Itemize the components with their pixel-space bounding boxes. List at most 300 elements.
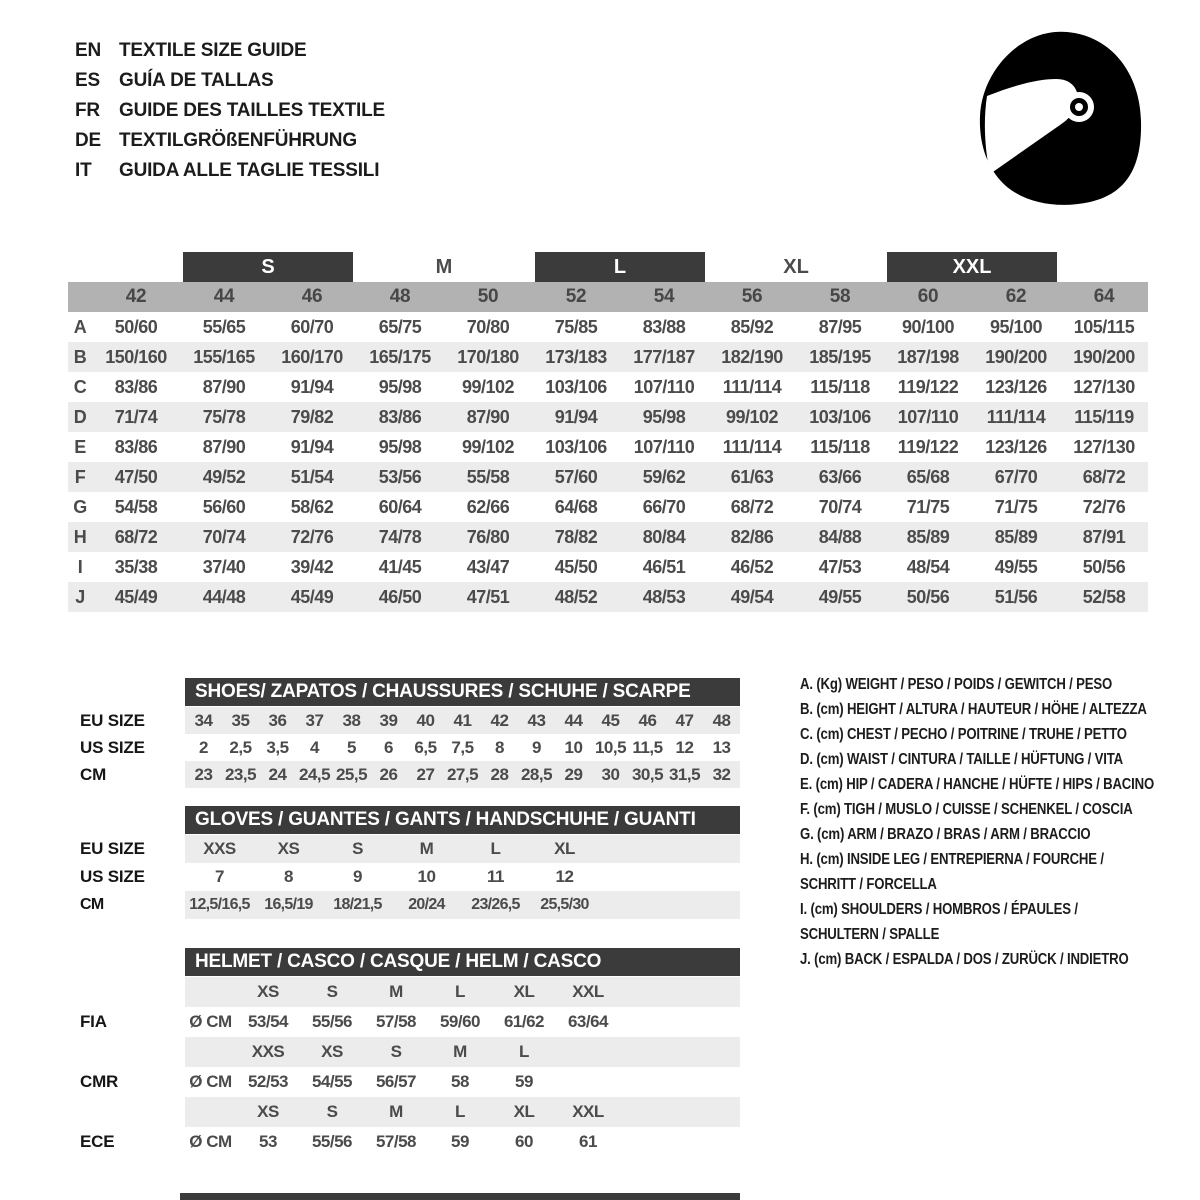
helmet-value: 55/56 — [311, 1132, 353, 1151]
shoe-us-size: 10,5 — [594, 737, 627, 757]
language-code: FR — [75, 100, 100, 121]
cmr-sizes-row — [68, 1037, 740, 1067]
legend-item-f: F. (cm) TIGH / MUSLO / CUISSE / SCHENKEL / COSCIA — [800, 801, 1133, 818]
shoe-eu-size: 39 — [370, 707, 407, 734]
helmet-size: L — [492, 1037, 556, 1067]
shoe-cm-size: 32 — [703, 761, 740, 788]
language-title: GUIDA ALLE TAGLIE TESSILI — [119, 160, 380, 181]
size-value: 99/102 — [708, 402, 796, 432]
size-value: 87/90 — [202, 376, 246, 397]
helmet-value: 61/62 — [503, 1012, 545, 1031]
spacer-cell — [620, 1127, 740, 1157]
language-line-it — [75, 156, 385, 186]
helmet-value: 61 — [579, 1132, 597, 1151]
ece-sizes-row — [68, 1097, 740, 1127]
ece-label: ECE — [80, 1132, 115, 1151]
size-value: 83/88 — [642, 316, 686, 337]
size-value: 48/54 — [906, 556, 950, 577]
size-value: 105/115 — [1073, 316, 1135, 337]
measure-row-c — [68, 372, 1148, 402]
size-value: 182/190 — [708, 342, 796, 372]
size-value: 68/72 — [92, 522, 180, 552]
glove-eu-size: XL — [530, 835, 599, 863]
helmet-size: XL — [492, 977, 556, 1007]
size-value: 49/52 — [180, 462, 268, 492]
helmet-size: M — [364, 977, 428, 1007]
helmet-size: XS — [236, 977, 300, 1007]
measure-row-j — [68, 582, 1148, 612]
spacer-cell — [68, 678, 185, 707]
size-value: 51/54 — [268, 462, 356, 492]
size-value: 99/102 — [461, 436, 515, 457]
size-value: 57/60 — [532, 462, 620, 492]
gloves-header-row — [68, 806, 740, 835]
size-value: 82/86 — [708, 522, 796, 552]
size-value: 111/114 — [972, 402, 1060, 432]
size-value: 46/52 — [730, 556, 774, 577]
row-key: G — [73, 496, 87, 517]
size-value: 87/90 — [444, 402, 532, 432]
diameter-label: Ø CM — [189, 1072, 232, 1091]
size-value: 37/40 — [202, 556, 246, 577]
shoe-cm-size: 25,5 — [333, 761, 370, 788]
size-value: 177/187 — [620, 342, 708, 372]
size-value: 59/62 — [620, 462, 708, 492]
size-value: 45/49 — [268, 582, 356, 612]
size-value: 62/66 — [466, 496, 510, 517]
letter-size-cell — [180, 252, 356, 282]
size-value: 44/48 — [180, 582, 268, 612]
language-title: GUIDE DES TAILLES TEXTILE — [119, 100, 385, 121]
eu-size-label: EU SIZE — [80, 710, 145, 730]
helmet-size: L — [428, 977, 492, 1007]
shoe-eu-size: 43 — [518, 707, 555, 734]
spacer-cell — [68, 252, 180, 282]
size-value: 107/110 — [633, 376, 695, 397]
size-value: 111/114 — [722, 436, 782, 457]
spacer-cell — [599, 863, 740, 891]
legend-item-i: I. (cm) SHOULDERS / HOMBROS / ÉPAULES / — [800, 901, 1078, 918]
size-value: 67/70 — [972, 462, 1060, 492]
size-value: 74/78 — [356, 522, 444, 552]
letter-size-cell — [708, 252, 884, 282]
size-value: 91/94 — [290, 436, 334, 457]
helmet-size: XL — [492, 1097, 556, 1127]
language-code: DE — [75, 130, 101, 151]
measure-row-e — [68, 432, 1148, 462]
next-section-header-bar — [180, 1193, 740, 1200]
glove-us-size: 12 — [555, 867, 574, 886]
size-value: 54/58 — [114, 496, 158, 517]
shoe-eu-size: 34 — [185, 707, 222, 734]
size-value: 80/84 — [620, 522, 708, 552]
helmet-size: XXL — [556, 977, 620, 1007]
spacer-cell — [68, 948, 185, 977]
glove-cm-size: 18/21,5 — [323, 891, 392, 919]
size-value: 45/49 — [92, 582, 180, 612]
shoe-cm-size: 31,5 — [666, 761, 703, 788]
size-value: 173/183 — [532, 342, 620, 372]
size-value: 190/200 — [1060, 342, 1148, 372]
size-value: 48/53 — [620, 582, 708, 612]
legend-item-e: E. (cm) HIP / CADERA / HANCHE / HÜFTE / HIPS / BACINO — [800, 776, 1155, 793]
size-value: 49/54 — [708, 582, 796, 612]
shoe-cm-size: 24,5 — [296, 761, 333, 788]
size-value: 48/52 — [532, 582, 620, 612]
numeric-size: 54 — [620, 282, 708, 312]
size-value: 58/62 — [290, 496, 334, 517]
size-value: 95/98 — [378, 436, 422, 457]
language-code: ES — [75, 70, 100, 91]
size-value: 85/92 — [730, 316, 774, 337]
size-value: 115/118 — [810, 436, 870, 457]
helmet-value: 56/57 — [375, 1072, 417, 1091]
size-label-xxl: XXL — [887, 252, 1057, 282]
numeric-size: 50 — [444, 282, 532, 312]
numeric-size: 56 — [708, 282, 796, 312]
legend-item-d: D. (cm) WAIST / CINTURA / TAILLE / HÜFTUNG / VITA — [800, 751, 1123, 768]
measure-row-i — [68, 552, 1148, 582]
helmet-value: 57/58 — [375, 1012, 417, 1031]
helmet-section-title: HELMET / CASCO / CASQUE / HELM / CASCO — [185, 948, 740, 976]
measure-row-f — [68, 462, 1148, 492]
size-value: 72/76 — [268, 522, 356, 552]
gloves-section-title: GLOVES / GUANTES / GANTS / HANDSCHUHE / GUANTI — [185, 806, 740, 834]
row-key: F — [68, 462, 92, 492]
helmet-size: XS — [236, 1097, 300, 1127]
shoe-eu-size: 41 — [444, 707, 481, 734]
shoes-header-row — [68, 678, 740, 707]
glove-eu-size: XXS — [185, 835, 254, 863]
size-value: 119/122 — [897, 436, 959, 457]
gloves-us-row — [68, 863, 740, 891]
size-value: 70/74 — [180, 522, 268, 552]
size-value: 185/195 — [796, 342, 884, 372]
fia-values-row — [68, 1007, 740, 1037]
legend-item-a: A. (Kg) WEIGHT / PESO / POIDS / GEWITCH / PESO — [800, 676, 1113, 693]
size-value: 55/65 — [202, 316, 246, 337]
shoe-us-size: 11,5 — [632, 737, 663, 757]
shoe-eu-size: 37 — [296, 707, 333, 734]
legend-item-j: J. (cm) BACK / ESPALDA / DOS / ZURÜCK / INDIETRO — [800, 951, 1129, 968]
us-size-label: US SIZE — [80, 737, 145, 757]
shoes-eu-row — [68, 707, 740, 734]
size-value: 187/198 — [884, 342, 972, 372]
size-value: 46/50 — [356, 582, 444, 612]
shoe-us-size: 5 — [347, 737, 356, 757]
size-value: 35/38 — [114, 556, 158, 577]
shoe-eu-size: 45 — [592, 707, 629, 734]
spacer-cell — [620, 977, 740, 1007]
size-value: 83/86 — [114, 436, 158, 457]
numeric-size: 42 — [92, 282, 180, 312]
shoe-eu-size: 47 — [666, 707, 703, 734]
helmet-size: M — [364, 1097, 428, 1127]
size-value: 41/45 — [378, 556, 422, 577]
shoe-us-size: 9 — [532, 737, 541, 757]
shoe-eu-size: 38 — [333, 707, 370, 734]
glove-us-size: 7 — [215, 867, 224, 886]
language-code: EN — [75, 40, 101, 61]
cm-label: CM — [80, 896, 104, 913]
size-value: 87/90 — [202, 436, 246, 457]
legend-item-h: H. (cm) INSIDE LEG / ENTREPIERNA / FOURCHE / — [800, 851, 1104, 868]
textile-size-table — [68, 252, 1148, 612]
legend-item-i-cont: SCHULTERN / SPALLE — [800, 926, 940, 943]
gloves-size-table — [68, 806, 740, 919]
spacer-cell — [599, 891, 740, 919]
measure-row-d — [68, 402, 1148, 432]
size-value: 51/56 — [972, 582, 1060, 612]
shoe-us-size: 10 — [564, 737, 583, 757]
shoe-eu-size: 40 — [407, 707, 444, 734]
language-title-block — [75, 36, 385, 186]
letter-size-cell — [532, 252, 708, 282]
legend-item-h-cont: SCHRITT / FORCELLA — [800, 876, 937, 893]
shoe-eu-size: 48 — [703, 707, 740, 734]
size-value: 87/95 — [818, 316, 862, 337]
row-key: C — [73, 376, 87, 397]
size-value: 79/82 — [268, 402, 356, 432]
size-value: 103/106 — [545, 376, 607, 397]
language-line-es — [75, 66, 385, 96]
size-value: 68/72 — [730, 496, 774, 517]
shoe-cm-size: 24 — [259, 761, 296, 788]
size-value: 91/94 — [532, 402, 620, 432]
letter-size-cell — [356, 252, 532, 282]
shoes-size-table — [68, 678, 740, 788]
shoe-us-size: 13 — [712, 737, 731, 757]
shoe-eu-size: 35 — [222, 707, 259, 734]
size-value: 75/78 — [180, 402, 268, 432]
size-value: 49/55 — [796, 582, 884, 612]
shoe-us-size: 12 — [675, 737, 694, 757]
size-value: 150/160 — [92, 342, 180, 372]
size-value: 52/58 — [1060, 582, 1148, 612]
size-value: 70/74 — [818, 496, 862, 517]
row-key: J — [68, 582, 92, 612]
cmr-values-row — [68, 1067, 740, 1097]
size-value: 60/64 — [378, 496, 422, 517]
size-value: 71/75 — [906, 496, 950, 517]
helmet-value: 57/58 — [375, 1132, 417, 1151]
size-value: 50/56 — [884, 582, 972, 612]
gloves-cm-row — [68, 891, 740, 919]
size-value: 65/75 — [378, 316, 422, 337]
helmet-value: 60 — [515, 1132, 533, 1151]
shoe-cm-size: 28,5 — [518, 761, 555, 788]
shoe-cm-size: 30 — [592, 761, 629, 788]
size-value: 95/98 — [378, 376, 422, 397]
size-value: 99/102 — [461, 376, 515, 397]
size-value: 91/94 — [290, 376, 334, 397]
shoe-eu-size: 42 — [481, 707, 518, 734]
glove-eu-size: L — [461, 835, 530, 863]
language-code: IT — [75, 160, 92, 181]
size-value: 55/58 — [444, 462, 532, 492]
size-value: 47/50 — [92, 462, 180, 492]
helmet-value: 59/60 — [439, 1012, 481, 1031]
size-value: 70/80 — [466, 316, 510, 337]
us-size-label: US SIZE — [80, 867, 145, 886]
glove-us-size: 10 — [417, 867, 436, 886]
helmet-size-table — [68, 948, 740, 1157]
size-value: 71/74 — [92, 402, 180, 432]
shoe-cm-size: 26 — [370, 761, 407, 788]
size-value: 85/89 — [884, 522, 972, 552]
language-line-de — [75, 126, 385, 156]
size-value: 50/60 — [114, 316, 158, 337]
language-title: TEXTILE SIZE GUIDE — [119, 40, 307, 61]
shoe-eu-size: 36 — [259, 707, 296, 734]
size-value: 95/100 — [989, 316, 1043, 337]
size-label-l: L — [535, 252, 705, 282]
helmet-header-row — [68, 948, 740, 977]
size-value: 65/68 — [884, 462, 972, 492]
size-value: 115/118 — [810, 376, 870, 397]
helmet-size: XXL — [556, 1097, 620, 1127]
size-value: 165/175 — [356, 342, 444, 372]
size-value: 111/114 — [722, 376, 782, 397]
size-value: 119/122 — [897, 376, 959, 397]
glove-us-size: 8 — [284, 867, 293, 886]
shoe-eu-size: 44 — [555, 707, 592, 734]
numeric-size: 48 — [356, 282, 444, 312]
size-value: 71/75 — [994, 496, 1038, 517]
size-value: 56/60 — [202, 496, 246, 517]
size-value: 43/47 — [466, 556, 510, 577]
size-value: 160/170 — [268, 342, 356, 372]
shoe-eu-size: 46 — [629, 707, 666, 734]
size-value: 103/106 — [545, 436, 607, 457]
size-value: 76/80 — [444, 522, 532, 552]
diameter-label: Ø CM — [189, 1132, 232, 1151]
helmet-value: 53/54 — [247, 1012, 289, 1031]
size-value: 107/110 — [884, 402, 972, 432]
spacer-cell — [620, 1097, 740, 1127]
legend-item-b: B. (cm) HEIGHT / ALTURA / HAUTEUR / HÖHE / ALTEZZA — [800, 701, 1147, 718]
spacer-cell — [599, 835, 740, 863]
measure-row-a — [68, 312, 1148, 342]
size-value: 115/119 — [1060, 402, 1148, 432]
cm-label: CM — [80, 764, 107, 784]
size-value: 63/66 — [796, 462, 884, 492]
shoe-us-size: 7,5 — [451, 737, 474, 757]
size-value: 103/106 — [796, 402, 884, 432]
glove-cm-size: 12,5/16,5 — [185, 891, 254, 919]
ece-values-row — [68, 1127, 740, 1157]
size-value: 87/91 — [1060, 522, 1148, 552]
numeric-size: 52 — [532, 282, 620, 312]
shoe-us-size: 2,5 — [229, 737, 252, 757]
spacer-cell — [1060, 252, 1148, 282]
size-value: 45/50 — [554, 556, 598, 577]
helmet-size: S — [364, 1037, 428, 1067]
letter-sizes-row — [68, 252, 1148, 282]
helmet-value: 53 — [259, 1132, 277, 1151]
spacer-cell — [620, 1007, 740, 1037]
helmet-size: M — [428, 1037, 492, 1067]
shoe-cm-size: 28 — [481, 761, 518, 788]
size-value: 47/53 — [818, 556, 862, 577]
shoes-us-row — [68, 734, 740, 761]
language-line-en — [75, 36, 385, 66]
size-value: 107/110 — [633, 436, 695, 457]
helmet-value: 54/55 — [311, 1072, 353, 1091]
size-value: 85/89 — [972, 522, 1060, 552]
shoe-us-size: 6 — [384, 737, 393, 757]
shoe-cm-size: 27,5 — [444, 761, 481, 788]
size-value: 123/126 — [985, 376, 1047, 397]
glove-eu-size: S — [323, 835, 392, 863]
measure-row-h — [68, 522, 1148, 552]
numeric-size: 44 — [180, 282, 268, 312]
helmet-size: S — [300, 1097, 364, 1127]
glove-us-size: 11 — [487, 867, 504, 886]
shoes-cm-row — [68, 761, 740, 788]
shoe-cm-size: 30,5 — [629, 761, 666, 788]
helmet-size: XXS — [236, 1037, 300, 1067]
measurement-legend — [800, 672, 1154, 972]
fia-sizes-row — [68, 977, 740, 1007]
shoe-cm-size: 27 — [407, 761, 444, 788]
shoe-us-size: 4 — [310, 737, 319, 757]
helmet-value: 63/64 — [567, 1012, 609, 1031]
numeric-sizes-row — [68, 282, 1148, 312]
helmet-value: 52/53 — [247, 1072, 289, 1091]
spacer-cell — [68, 282, 92, 312]
legend-item-c: C. (cm) CHEST / PECHO / POITRINE / TRUHE / PETTO — [800, 726, 1127, 743]
size-value: 127/130 — [1073, 376, 1135, 397]
size-value: 75/85 — [554, 316, 598, 337]
spacer-cell — [620, 1037, 740, 1067]
size-value: 47/51 — [444, 582, 532, 612]
size-value: 90/100 — [901, 316, 955, 337]
size-value: 170/180 — [444, 342, 532, 372]
size-label-s: S — [183, 252, 353, 282]
diameter-label: Ø CM — [189, 1012, 232, 1031]
size-value: 123/126 — [985, 436, 1047, 457]
language-title: GUÍA DE TALLAS — [119, 70, 274, 91]
row-key: D — [68, 402, 92, 432]
fia-label: FIA — [80, 1012, 107, 1031]
shoes-section-title: SHOES/ ZAPATOS / CHAUSSURES / SCHUHE / SCARPE — [185, 678, 740, 706]
size-value: 46/51 — [642, 556, 686, 577]
shoe-us-size: 6,5 — [414, 737, 437, 757]
helmet-value: 59 — [515, 1072, 533, 1091]
helmet-value: 55/56 — [311, 1012, 353, 1031]
size-value: 61/63 — [708, 462, 796, 492]
size-value: 39/42 — [290, 556, 334, 577]
size-value: 50/56 — [1082, 556, 1126, 577]
size-label-xl: XL — [783, 256, 809, 278]
helmet-value: 58 — [451, 1072, 469, 1091]
size-value: 64/68 — [554, 496, 598, 517]
legend-item-g: G. (cm) ARM / BRAZO / BRAS / ARM / BRACCIO — [800, 826, 1091, 843]
numeric-size: 58 — [796, 282, 884, 312]
helmet-icon — [972, 26, 1144, 206]
glove-cm-size: 16,5/19 — [254, 891, 323, 919]
size-value: 83/86 — [114, 376, 158, 397]
size-value: 84/88 — [796, 522, 884, 552]
gloves-eu-row — [68, 835, 740, 863]
row-key: H — [68, 522, 92, 552]
size-label-m: M — [435, 256, 453, 278]
size-value: 53/56 — [356, 462, 444, 492]
glove-cm-size: 20/24 — [392, 891, 461, 919]
size-value: 95/98 — [620, 402, 708, 432]
glove-eu-size: XS — [254, 835, 323, 863]
